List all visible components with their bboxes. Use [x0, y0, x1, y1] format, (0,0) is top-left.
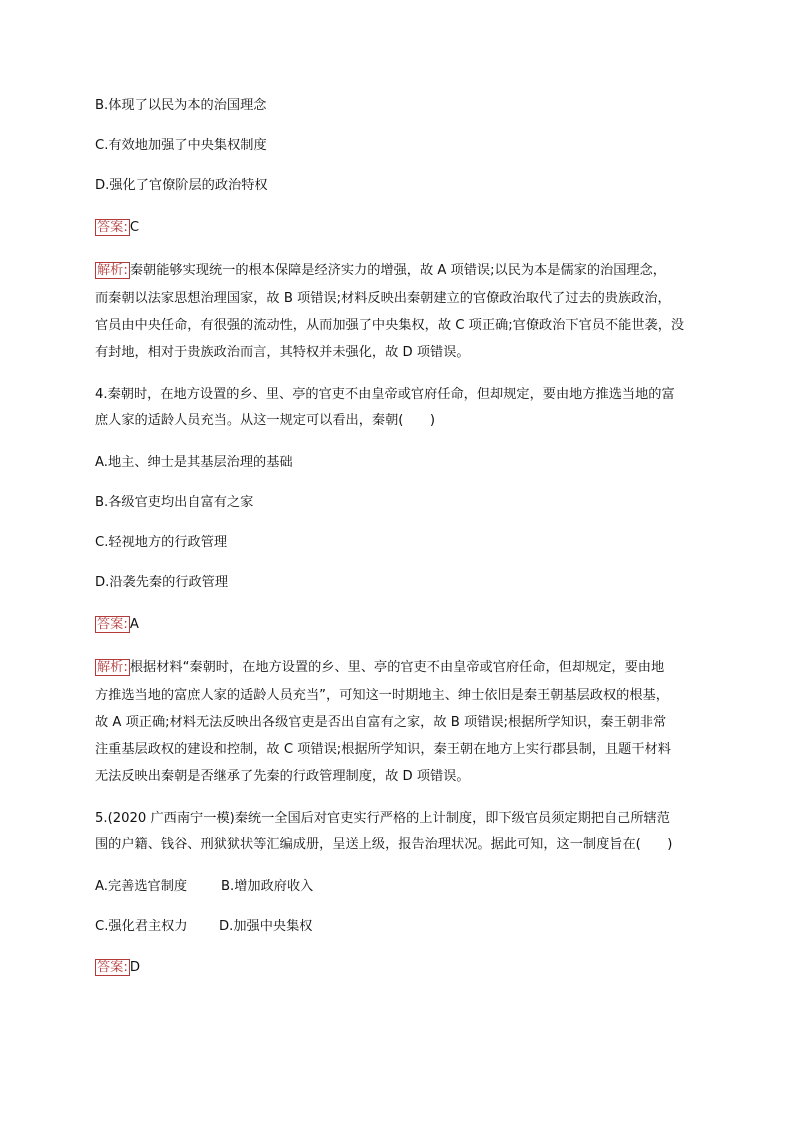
answer-value: C	[129, 220, 140, 235]
q3-analysis-line-1: 解析: 秦朝能够实现统一的根本保障是经济实力的增强，故 A 项错误;以民为本是儒家的治国理念，	[97, 263, 666, 278]
answer-value: A	[129, 617, 139, 632]
q4-analysis-line-3: 故 A 项正确;材料无法反映出各级官吏是否出自富有之家，故 B 项错误;根据所学知识，秦王朝非常	[95, 715, 667, 730]
q4-option-a: A.地主、绅士是其基层治理的基础	[95, 455, 293, 470]
answer-label: 答案:	[97, 617, 128, 632]
answer-label: 答案:	[97, 960, 128, 975]
q4-stem-line-2: 庶人家的适龄人员充当。从这一规定可以看出，秦朝( )	[95, 413, 435, 428]
q3-option-d: D.强化了官僚阶层的政治特权	[95, 178, 268, 193]
q4-analysis-line-2: 方推选当地的富庶人家的适龄人员充当”，可知这一时期地主、绅士依旧是秦王朝基层政权的根基，	[95, 688, 669, 703]
q3-option-c: C.有效地加强了中央集权制度	[95, 138, 267, 153]
q3-analysis-line-4: 有封地，相对于贵族政治而言，其特权并未强化，故 D 项错误。	[95, 345, 470, 360]
q5-option-a: A.完善选官制度	[95, 879, 188, 894]
answer-value: D	[129, 960, 140, 975]
q4-option-d: D.沿袭先秦的行政管理	[95, 575, 229, 590]
q4-analysis-line-4: 注重基层政权的建设和控制，故 C 项错误;根据所学知识，秦王朝在地方上实行郡县制，且题干材料	[95, 742, 671, 757]
q3-analysis-line-3: 官员由中央任命，有很强的流动性，从而加强了中央集权，故 C 项正确;官僚政治下官员不能世袭，没	[95, 318, 685, 333]
q4-analysis-line-1: 解析: 根据材料“秦朝时，在地方设置的乡、里、亭的官吏不由皇帝或官府任命，但却规定，要由地	[97, 660, 665, 675]
q3-answer	[95, 218, 139, 238]
q5-answer	[95, 958, 140, 978]
q4-analysis-line-5: 无法反映出秦朝是否继承了先秦的行政管理制度，故 D 项错误。	[95, 769, 470, 784]
q5-option-d: D.加强中央集权	[219, 919, 313, 934]
q3-option-b: B.体现了以民为本的治国理念	[95, 98, 267, 113]
q5-stem-line-1: 5.(2020 广西南宁一模)秦统一全国后对官吏实行严格的上计制度，即下级官员须定期把自己所辖范	[95, 811, 670, 826]
q3-analysis-line-2: 而秦朝以法家思想治理国家，故 B 项错误;材料反映出秦朝建立的官僚政治取代了过去的贵族政治，	[95, 291, 671, 306]
q5-stem-line-2: 围的户籍、钱谷、刑狱狱状等汇编成册，呈送上级，报告治理状况。据此可知，这一制度旨在( )	[95, 837, 673, 852]
q4-answer	[95, 615, 139, 635]
q5-option-b: B.增加政府收入	[221, 879, 314, 894]
analysis-label: 解析:	[97, 263, 128, 278]
q4-option-b: B.各级官吏均出自富有之家	[95, 495, 254, 510]
analysis-label: 解析:	[97, 660, 128, 675]
answer-label: 答案:	[97, 220, 128, 235]
q4-option-c: C.轻视地方的行政管理	[95, 535, 228, 550]
q4-stem-line-1: 4.秦朝时，在地方设置的乡、里、亭的官吏不由皇帝或官府任命，但却规定，要由地方推选当地的富	[95, 387, 675, 402]
q5-option-c: C.强化君主权力	[95, 919, 188, 934]
